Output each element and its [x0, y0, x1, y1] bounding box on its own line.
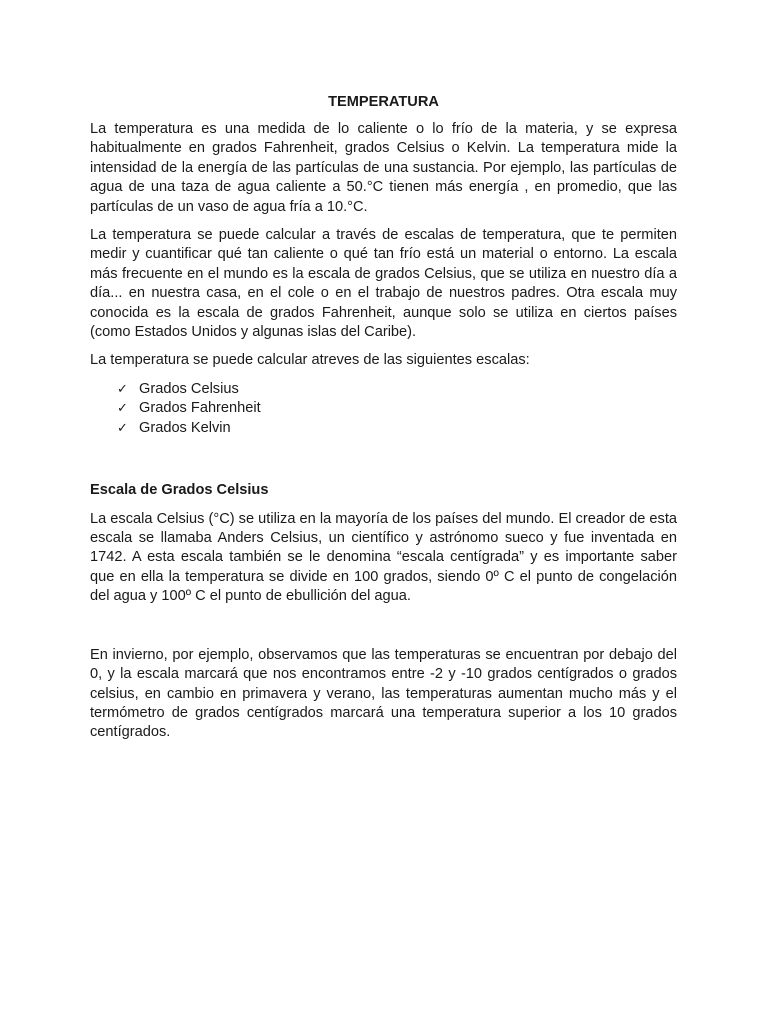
section-heading-celsius: Escala de Grados Celsius — [90, 481, 269, 498]
document-body — [90, 92, 677, 752]
intro-paragraph-list-lead: La temperatura se puede calcular atreves de las siguientes escalas: — [90, 352, 530, 369]
list-item — [117, 419, 677, 439]
check-mark-icon: ✓ — [117, 421, 128, 437]
document-title: TEMPERATURA — [328, 94, 439, 110]
list-item-label: Grados Fahrenheit — [139, 400, 261, 417]
check-mark-icon: ✓ — [117, 401, 128, 417]
celsius-paragraph-winter: En invierno, por ejemplo, observamos que las temperaturas se encuentran por debajo del 0, y la escala marcará que nos encontramos entre -2 y -10 grados centígrados o grados celsius, en cambio en primavera y verano, las temperaturas aumentan mucho más y el termómetro de grados centígrados marcará una temperatura superior a los 10 grados centígrados. — [90, 646, 677, 741]
list-item — [117, 399, 677, 419]
check-mark-icon: ✓ — [117, 381, 128, 397]
intro-paragraph-scales: La temperatura se puede calcular a través de escalas de temperatura, que te permiten medir y cuantificar qué tan caliente o qué tan frío está un material o entorno. La escala más frecuente en el mundo es la escala de grados Celsius, que se utiliza en nuestro día a día... en nuestra casa, en el cole o en el trabajo de nuestros padres. Otra escala muy conocida es la escala de grados Fahrenheit, aunque solo se utiliza en ciertos países (como Estados Unidos y algunas islas del Caribe). — [90, 227, 677, 341]
list-item-label: Grados Kelvin — [139, 420, 231, 437]
paragraph-spacer — [90, 616, 677, 646]
list-item-label: Grados Celsius — [139, 380, 239, 397]
scales-checklist — [90, 380, 677, 439]
celsius-paragraph-history: La escala Celsius (°C) se utiliza en la mayoría de los países del mundo. El creador de esta escala se llamaba Anders Celsius, un científico y astrónomo sueco y fue inventada en 1742. A esta escala también se le denomina “escala centígrada” y es importante saber que en ella la temperatura se divide en 100 grados, siendo 0º C el punto de congelación del agua y 100º C el punto de ebullición del agua. — [90, 510, 677, 605]
intro-paragraph-definition: La temperatura es una medida de lo caliente o lo frío de la materia, y se expresa habitualmente en grados Fahrenheit, grados Celsius o Kelvin. La temperatura mide la intensidad de la energía de las partículas de una sustancia. Por ejemplo, las partículas de agua de una taza de agua caliente a 50.°C tienen más energía , en promedio, que las partículas de un vaso de agua fría a 10.°C. — [90, 121, 677, 215]
list-item — [117, 380, 677, 400]
